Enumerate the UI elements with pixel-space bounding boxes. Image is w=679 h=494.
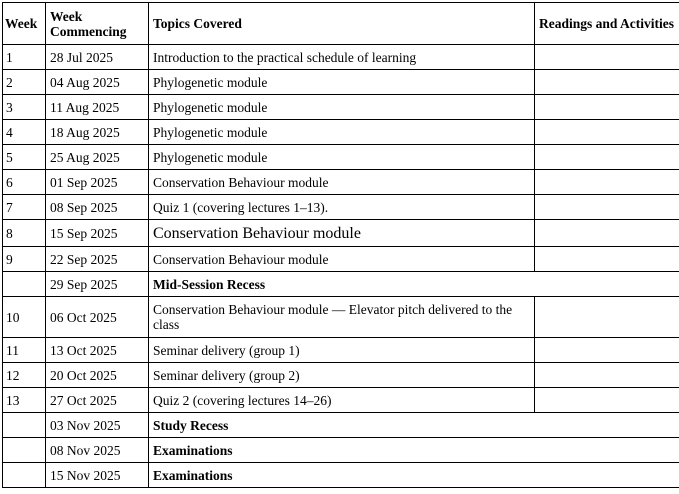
readings-cell — [535, 388, 679, 413]
topic-cell: Conservation Behaviour module — [149, 170, 535, 195]
table-row — [3, 220, 679, 247]
table-row — [3, 45, 679, 70]
topic-cell: Conservation Behaviour module — [149, 220, 535, 247]
table-row — [3, 438, 679, 463]
date-cell: 28 Jul 2025 — [46, 45, 149, 70]
week-cell — [3, 463, 46, 488]
readings-cell — [535, 297, 679, 338]
week-cell: 5 — [3, 145, 46, 170]
schedule-table — [2, 2, 679, 488]
week-cell: 3 — [3, 95, 46, 120]
date-cell: 11 Aug 2025 — [46, 95, 149, 120]
topic-cell: Quiz 2 (covering lectures 14–26) — [149, 388, 535, 413]
readings-cell — [535, 247, 679, 272]
topic-cell: Phylogenetic module — [149, 145, 535, 170]
topic-cell: Phylogenetic module — [149, 95, 535, 120]
header-readings: Readings and Activities — [535, 3, 679, 45]
table-row — [3, 170, 679, 195]
readings-cell — [535, 220, 679, 247]
readings-cell — [535, 95, 679, 120]
week-cell: 12 — [3, 363, 46, 388]
date-cell: 01 Sep 2025 — [46, 170, 149, 195]
recess-cell: Study Recess — [149, 413, 679, 438]
date-cell: 20 Oct 2025 — [46, 363, 149, 388]
readings-cell — [535, 338, 679, 363]
week-cell: 8 — [3, 220, 46, 247]
exam-cell: Examinations — [149, 463, 679, 488]
date-cell: 06 Oct 2025 — [46, 297, 149, 338]
topic-cell: Phylogenetic module — [149, 120, 535, 145]
table-row — [3, 413, 679, 438]
topic-cell: Conservation Behaviour module — Elevator pitch delivered to the class — [149, 297, 535, 338]
date-cell: 08 Sep 2025 — [46, 195, 149, 220]
table-row — [3, 463, 679, 488]
header-row — [3, 3, 679, 45]
table-row — [3, 363, 679, 388]
week-cell: 2 — [3, 70, 46, 95]
week-cell: 1 — [3, 45, 46, 70]
date-cell: 25 Aug 2025 — [46, 145, 149, 170]
table-row — [3, 145, 679, 170]
topic-cell: Introduction to the practical schedule of learning — [149, 45, 535, 70]
readings-cell — [535, 363, 679, 388]
date-cell: 15 Nov 2025 — [46, 463, 149, 488]
table-row — [3, 338, 679, 363]
table-row — [3, 297, 679, 338]
week-cell — [3, 272, 46, 297]
topic-cell: Seminar delivery (group 1) — [149, 338, 535, 363]
week-cell: 6 — [3, 170, 46, 195]
date-cell: 15 Sep 2025 — [46, 220, 149, 247]
date-cell: 04 Aug 2025 — [46, 70, 149, 95]
topic-cell: Phylogenetic module — [149, 70, 535, 95]
recess-cell: Mid-Session Recess — [149, 272, 679, 297]
readings-cell — [535, 120, 679, 145]
readings-cell — [535, 170, 679, 195]
header-week: Week — [3, 3, 46, 45]
readings-cell — [535, 70, 679, 95]
exam-cell: Examinations — [149, 438, 679, 463]
date-cell: 08 Nov 2025 — [46, 438, 149, 463]
header-topics: Topics Covered — [149, 3, 535, 45]
date-cell: 29 Sep 2025 — [46, 272, 149, 297]
date-cell: 27 Oct 2025 — [46, 388, 149, 413]
week-cell: 10 — [3, 297, 46, 338]
table-row — [3, 272, 679, 297]
date-cell: 22 Sep 2025 — [46, 247, 149, 272]
topic-cell: Conservation Behaviour module — [149, 247, 535, 272]
table-row — [3, 70, 679, 95]
date-cell: 18 Aug 2025 — [46, 120, 149, 145]
week-cell: 11 — [3, 338, 46, 363]
date-cell: 13 Oct 2025 — [46, 338, 149, 363]
table-row — [3, 195, 679, 220]
week-cell — [3, 438, 46, 463]
week-cell — [3, 413, 46, 438]
week-cell: 13 — [3, 388, 46, 413]
table-row — [3, 247, 679, 272]
week-cell: 4 — [3, 120, 46, 145]
table-row — [3, 388, 679, 413]
readings-cell — [535, 45, 679, 70]
table-row — [3, 120, 679, 145]
topic-cell: Seminar delivery (group 2) — [149, 363, 535, 388]
table-row — [3, 95, 679, 120]
topic-cell: Quiz 1 (covering lectures 1–13). — [149, 195, 535, 220]
week-cell: 9 — [3, 247, 46, 272]
date-cell: 03 Nov 2025 — [46, 413, 149, 438]
week-cell: 7 — [3, 195, 46, 220]
header-week-commencing: Week Commencing — [46, 3, 149, 45]
readings-cell — [535, 145, 679, 170]
readings-cell — [535, 195, 679, 220]
